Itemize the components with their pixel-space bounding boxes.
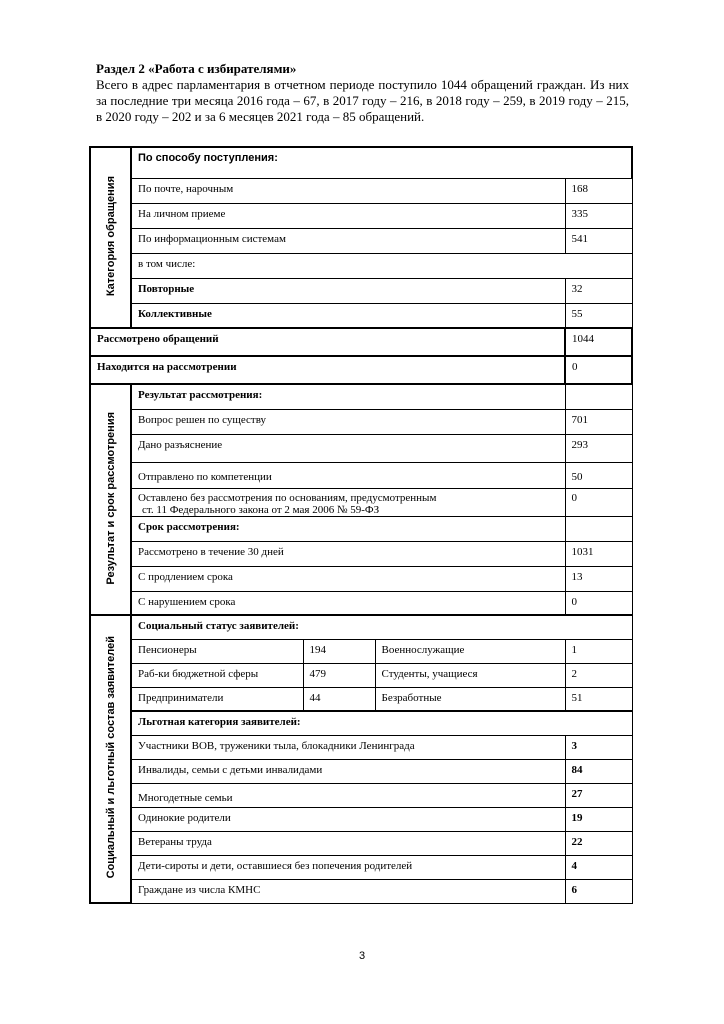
table-row: [90, 759, 632, 783]
benefit-value: 4: [565, 855, 632, 879]
table-row: [90, 303, 632, 328]
status-value: 51: [565, 687, 632, 711]
table-row: [90, 178, 632, 203]
repeated-label: Повторные: [131, 278, 565, 303]
status-label: Безработные: [375, 687, 565, 711]
result-side-label-cell: [90, 384, 131, 615]
category-side-label-cell: [90, 147, 131, 328]
benefit-value: 22: [565, 831, 632, 855]
page-number: 3: [358, 950, 366, 962]
left-without-line1: Оставлено без рассмотрения по основаниям, предусмотренным: [138, 491, 437, 504]
benefit-value: 6: [565, 879, 632, 903]
table-row: [90, 735, 632, 759]
result-row-value: 701: [565, 409, 632, 434]
category-row-label: По почте, нарочным: [131, 178, 565, 203]
section-title: Раздел 2 «Работа с избирателями»: [96, 61, 297, 76]
result-header: Результат рассмотрения:: [131, 384, 565, 409]
total-considered-label: Рассмотрено обращений: [90, 328, 565, 356]
total-considered-value: 1044: [565, 328, 632, 356]
left-without-line2: ст. 11 Федерального закона от 2 мая 2006 № 59-ФЗ: [142, 503, 380, 516]
status-label: Военнослужащие: [375, 639, 565, 663]
result-row-label: Отправлено по компетенции: [131, 462, 565, 488]
result-header-empty: [565, 384, 632, 409]
benefit-label: Ветераны труда: [131, 831, 565, 855]
under-review-label: Находится на рассмотрении: [90, 356, 565, 384]
result-row-value: 293: [565, 434, 632, 462]
repeated-value: 32: [565, 278, 632, 303]
table-row: [90, 434, 632, 462]
social-side-label: Социальный и льготный состав заявителей: [104, 636, 117, 879]
table-row: [90, 488, 632, 516]
table-row: [90, 356, 632, 384]
status-value: 1: [565, 639, 632, 663]
table-row: [90, 516, 632, 541]
result-row-value: 50: [565, 462, 632, 488]
result-row-label: Дано разъяснение: [131, 434, 565, 462]
collective-value: 55: [565, 303, 632, 328]
social-status-header: Социальный статус заявителей:: [131, 615, 632, 639]
status-value: 194: [303, 639, 375, 663]
benefit-value: 27: [565, 783, 632, 807]
term-header: Срок рассмотрения:: [131, 516, 565, 541]
category-row-value: 541: [565, 228, 632, 253]
benefit-label: Многодетные семьи: [131, 783, 565, 807]
status-label: Студенты, учащиеся: [375, 663, 565, 687]
status-label: Пенсионеры: [131, 639, 303, 663]
collective-label: Коллективные: [131, 303, 565, 328]
term-row-value: 0: [565, 591, 632, 615]
term-row-value: 1031: [565, 541, 632, 566]
category-row-value: 168: [565, 178, 632, 203]
term-header-empty: [565, 516, 632, 541]
status-value: 44: [303, 687, 375, 711]
table-row: [90, 807, 632, 831]
left-without-consideration-value: 0: [565, 488, 632, 516]
term-row-label: С продлением срока: [131, 566, 565, 591]
table-row: [90, 541, 632, 566]
status-label: Раб-ки бюджетной сферы: [131, 663, 303, 687]
table-row: [90, 462, 632, 488]
result-row-label: Вопрос решен по существу: [131, 409, 565, 434]
including-label: в том числе:: [131, 253, 632, 278]
status-label: Предприниматели: [131, 687, 303, 711]
table-row: [90, 591, 632, 615]
term-row-label: Рассмотрено в течение 30 дней: [131, 541, 565, 566]
left-without-consideration-label: [131, 488, 565, 516]
table-row: [90, 639, 632, 663]
status-value: 2: [565, 663, 632, 687]
table-row: [90, 783, 632, 807]
table-row: [90, 879, 632, 903]
category-side-label: Категория обращения: [104, 175, 117, 297]
category-header: По способу поступления:: [131, 147, 632, 178]
table-row: [90, 253, 632, 278]
table-row: [90, 409, 632, 434]
social-side-label-cell: [90, 615, 131, 903]
table-row: [90, 855, 632, 879]
table-row: [90, 615, 632, 639]
benefit-label: Одинокие родители: [131, 807, 565, 831]
table-row: [90, 687, 632, 711]
benefit-label: Участники ВОВ, труженики тыла, блокадники Ленинграда: [131, 735, 565, 759]
table-row: [90, 831, 632, 855]
term-row-value: 13: [565, 566, 632, 591]
benefit-value: 3: [565, 735, 632, 759]
category-row-label: На личном приеме: [131, 203, 565, 228]
status-value: 479: [303, 663, 375, 687]
table-row: [90, 278, 632, 303]
table-row: [90, 566, 632, 591]
table-row: [90, 663, 632, 687]
table-row: [90, 711, 632, 735]
table-row: [90, 228, 632, 253]
statistics-table: [89, 146, 633, 904]
intro-paragraph: Всего в адрес парламентария в отчетном периоде поступило 1044 обращений граждан. Из них за последние три месяца 2016 года – 67, в 2017 году – 216, в 2018 году – 259, в 2019 году – 215, в 2020 году – 202 и за 6 месяцев 2021 года – 85 обращений.: [96, 77, 629, 124]
category-row-label: По информационным системам: [131, 228, 565, 253]
under-review-value: 0: [565, 356, 632, 384]
benefit-value: 84: [565, 759, 632, 783]
table-row: [90, 203, 632, 228]
result-side-label: Результат и срок рассмотрения: [104, 411, 117, 585]
table-row: [90, 328, 632, 356]
benefit-label: Граждане из числа КМНС: [131, 879, 565, 903]
benefit-label: Дети-сироты и дети, оставшиеся без попечения родителей: [131, 855, 565, 879]
benefit-value: 19: [565, 807, 632, 831]
term-row-label: С нарушением срока: [131, 591, 565, 615]
benefit-label: Инвалиды, семьи с детьми инвалидами: [131, 759, 565, 783]
table-row: [90, 384, 632, 409]
category-row-value: 335: [565, 203, 632, 228]
benefit-header: Льготная категория заявителей:: [131, 711, 632, 735]
